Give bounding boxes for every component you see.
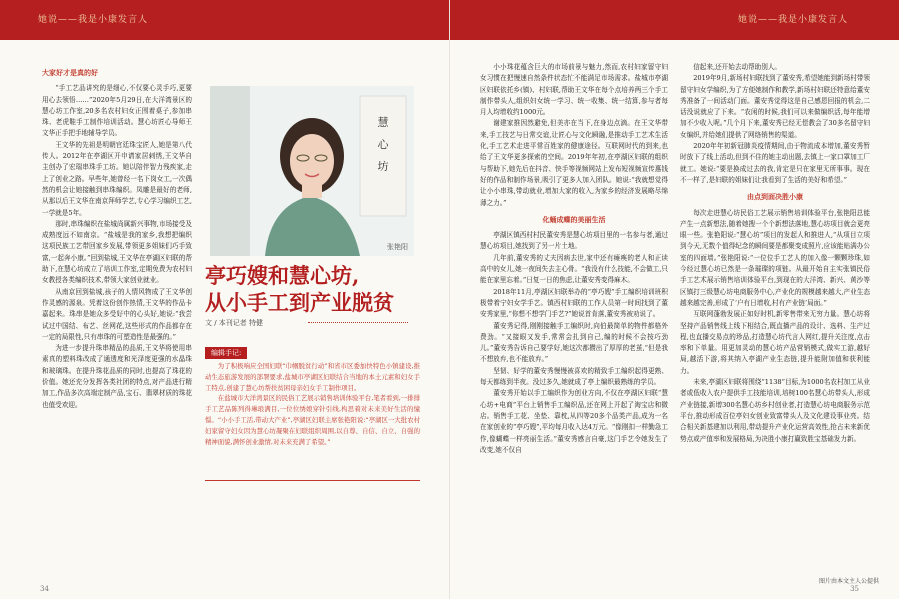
paragraph: 未来,亭湖区妇联将围绕“1138”目标,为1000名农村加工从业者或低收入农户提供手工技能培训,培树100名慧心坊带头人,形成产业链接,新增300名慧心坊乡村创业者,打造慧心坊电商服务示范平台,推动形成百位亭妇女创业致富带头人及文化建设事业亮。结合相关新基建加以利用,带动提升产业化运营高效性,抢占未来新优势点或产值率和发展格局,为决胜小康打赢致胜宝基础发力新。: [680, 378, 870, 443]
paragraph: 互联网蓬勃发展正如好时机,新零售带来无穷力量。慧心坊将坚持产品销售线上线下相结合,既直播产品的设计、选料、生产过程,也直播交易点的珍品,打造慧心坊代言人网红,提升关注度,点击率和下单量。用更加灵动的慧心坊产品营销模式,做实工游,越好局,越活下游,将其纳入亭湖产业生态链,提升能附加值和获利能力。: [680, 310, 870, 375]
paragraph: 从南京回到盐城,孩子的人情风物成了王文华创作灵感的源泉。凭着这份创作热情,王文华的作品卡嘉起来。珠串是她众多受好中的心头好,她说:“我尝试过中国结、布艺、丝网花,这些形式的作品都存在一定的局限性,只有串珠的可塑造性是最强的。”: [42, 287, 192, 341]
paragraph: 董安秀开始以手工编织作为创业方向,不仅在亭湖区妇联“慧心坊+电商”平台上销售手工编织品,还在网上开起了淘宝店和微店。销售手工花、坐垫、靠枕,从四等20多个品类产品,成为一名在家创业的“亭巧嫂”,平均每月收入达4万元。“像刚扣一样勤急工作,像蝴蝶一样亮丽生活。”董安秀感言自豪,这门手艺令她发生了改变,她不仅自: [480, 389, 668, 454]
divider: [205, 480, 420, 481]
left-page: [0, 0, 449, 599]
editor-note-tag: 编辑手记:: [205, 347, 247, 359]
paragraph: 谢建家推因然避免,但美亦在当下,在身边点滴。在王文华带来,手工技艺与日常交谊,让匠心与文化瞬融,是推动手工艺术生活化,手工艺术走进平常百姓家的健康途径。互联网时代的到来,也给了王文华更多探索的空间。2019年年初,在亭湖区妇联的组织与帮助下,她先后在抖音、快手等视频网站上发布短视频宣传惠钱好的作品和制作场景,吸引了更多人加入团队。她说:“我就想觉得让小小串珠,带动就业,增加大家的收入,为家乡的经济发展略尽绵薄之力。”: [480, 119, 668, 207]
right-header-text: 她说——我是小康发言人: [738, 15, 849, 25]
page-number-left: 34: [40, 585, 49, 593]
paragraph: 信起来,还开始去动帮助别人。: [693, 63, 782, 71]
paragraph: 2020年年初新冠肺炎疫情期间,由于物流成本增加,董安秀暂时放下了线上活动,但到不住的她主动出题,去镇上一家口罩加工厂就工。她说:“要是换成过去的我,肯定是只在家里无所事事。现在不一样了,是妇联的姐妹们让我看到了生活的美好和希望。”: [680, 142, 870, 184]
calligraphy-char: 慧: [377, 116, 389, 129]
page-number-right: 35: [850, 585, 859, 593]
editor-paragraph: 在盐城市大洋湾景区的民俗工艺展示销售培训体验平台,笔者看到,一排排手工艺品陈列得琳琅满目,一位位绣娘穿针引线,构思着对未来美好生活的憧憬。“小小手工活,带动大产业”,亭湖区妇联主席张艳阳说:“亭湖区一大批农村妇家留守妇女因为慧心坊凝聚在妇联组织周围,以自尊、自信、自立、自强的精神面貌,满怀创业激情,对未来充满了希望。”: [205, 394, 420, 446]
left-header-bar: [0, 0, 449, 40]
paragraph: “手工艺品讲究的是细心,不仅要心灵手巧,更要用心去领悟……”2020年5月29日,在大洋湾景区的慧心坊工作室,20多名农村妇女正围着桌子,参加串珠、老虎鞋手工制作培训活动。慧心坊匠心导师王文华正手把手地辅导学员。: [42, 84, 192, 138]
calligraphy-char: 心: [377, 138, 389, 151]
portrait-illustration: [210, 86, 414, 256]
paragraph: 2018年11月,亭湖区妇联举办的“亭巧嫂”手工编织培训班积极带着宁妇女学手艺。镇西村妇联的工作人员第一时间找到了董安秀家里,“你想不想学门手艺?”她说首肯落,董安秀被劝说了。: [480, 287, 668, 319]
portrait-photo: [210, 86, 414, 256]
right-header-bar: [450, 0, 899, 40]
title-line-2: 从小手工到产业脱贫: [205, 290, 394, 315]
byline: 文 / 本刊记者 特健: [205, 319, 264, 327]
editor-paragraph: 为了积极响应全国妇联“巾帼脱贫行动”和省市区委加快特色小镇建设,推动生态旅游发展的部署要求,盐城市亭湖区妇联结合当地的本土元素和妇女手工特点,创建了慧心坊帮扶贫困母亲妇女手工制作项目。: [205, 362, 420, 392]
editor-note: [205, 340, 420, 480]
paragraph: 那时,串珠编织在盐城尚属新兴事物,市场接受及成熟度远不如南京。“盐城是我的家乡,我想把编织这项民族工艺带回家乡发展,带领更多姐妹们巧手致富,一起奔小康。”回到盐城,王文华在亭湖区妇联的帮助下,在慧心坊成立了培训工作室,定期免费为农村妇女教授各类编织技术,带领大家创业就业。: [42, 219, 192, 285]
photo-caption: 张艳阳: [387, 243, 408, 251]
paragraph: 董安秀记得,刚刚接触手工编织时,向伯最简单的物件都格外费劲。“又接眼又发手,常常会扎到自己,编的时候不会按巧劲儿。”董安秀告诉自己要学好,她这次都攒出了厚厚的老茧,“但是我不想放弃,也不能放弃。”: [480, 321, 668, 364]
calligraphy-char: 坊: [377, 160, 389, 173]
left-column-1: [42, 62, 192, 542]
paragraph: 坚韧、好学的董安秀慢慢被喜欢的精致手工编织起得更熟、每天都练到半夜。没过多久,她就成了亭上编织最熟练的学员。: [480, 366, 668, 387]
article-title: [205, 262, 394, 316]
title-line-1: 亭巧嫂和慧心坊,: [205, 263, 360, 288]
subhead-3: 由点到面决胜小康: [747, 193, 803, 202]
left-header-text: 她说——我是小康发言人: [38, 15, 149, 25]
right-column-2: [680, 62, 870, 552]
paragraph: 2019年9月,新场村妇联找到了董安秀,希望她能到新场村带领留守妇女学编织,为了方便她制作和教学,新场村妇联还特意给董安秀准备了一间活动门面。董安秀觉得这是自己感恩回报的机会,二话没说就应了下来。“农闲的时候,我们可以来做编织活,每年能增加不少收入呢。”几个月下来,董安秀已经无偿教会了30多名留守妇女编织,并给她们提供了网络销售的渠道。: [680, 74, 870, 139]
paragraph: 几年前,董安秀的丈夫因病去世,家中还有瘫痪的老人和正读高中的女儿,她一夜间失去主心骨。“我没有什么技能,不会做工,只能在家里忘着。”日复一日的焦虑,让董安秀变得麻木。: [480, 253, 668, 285]
paragraph: 亭湖区镇西村村民董安秀是慧心坊项目里的一名参与者,通过慧心坊项目,她找到了另一片土地。: [480, 231, 668, 251]
subhead-1: 大家好才是真的好: [42, 69, 98, 77]
paragraph: 王文华的先祖是明朝官廷珠宝匠人,她是第八代传人。2012年在亭湖区开申请家居刺绣,王文华自主创办了宏瑞串珠手工坊。她以陪伴智力残疾家,走上了创业之路。早些年,她曾经一名下岗女工,一次偶然的机会让她接触到串珠编织。凤雕是最好的老师,从那以后王文华在南京拜师学艺,专心学习编织工艺,一学就是5年。: [42, 140, 192, 217]
paragraph: 小小珠花蕴含巨大的市场前景与魅力,然而,农村妇家留守妇女习惯在把慢速自然条件状态忙不能满足市场需求。盐城市亭湖区妇联依托乡(镇)、村妇联,帮助王文华在每个点培养两三个手工制作带头人,组织妇女统一学习、统一收集、统一结算,参与者每月人均增收约1000元。: [480, 63, 668, 117]
decorative-dots: [308, 322, 408, 325]
right-column-1: [480, 62, 668, 552]
right-page: [450, 0, 899, 599]
paragraph: 每次走进慧心坊民俗工艺展示销售培训体验平台,张艳阳总能产生一点新想法,随着她搜一个个新想法落地,慧心坊项目就会更亮眼一些。张艳阳说:“慧心坊”项目的发起人和推进人,“从项目立项到今天,无数个值得纪念的瞬间要是都聚变成照片,应该能贴满办公室的四面墙。”张艳阳说:“一位位手工艺人的加入像一颗颗珍珠,如今经过慧心坊已然是一条璀璨的项链。从最开始自主实张镇民俗手工艺术展示销售培训体验平台,到现在的大洋湾、新兴、黄沙等区镇打三级慧心坊电商服务中心,产业化的规模越来越大,产业生态越来越完善,形成了‘户有日增收,村有产业链’局面。”: [680, 208, 870, 307]
paragraph: 为进一步提升珠串精品的品质,王文华将使用串素真的塑料珠改成了通透度和光泽度更强的水晶珠和玻璃珠。在提升珠花品质的同时,也提高了珠花的价值。她还充分发挥各类社团的特点,对产品进行精加工,作品多次高端定制产品,宝石、翡翠材质的珠花也值受欢迎。: [42, 344, 192, 409]
subhead-2: 化蛹成蝶的美丽生活: [542, 215, 606, 224]
photo-credit: 图片由本文主人公提供: [818, 578, 879, 585]
